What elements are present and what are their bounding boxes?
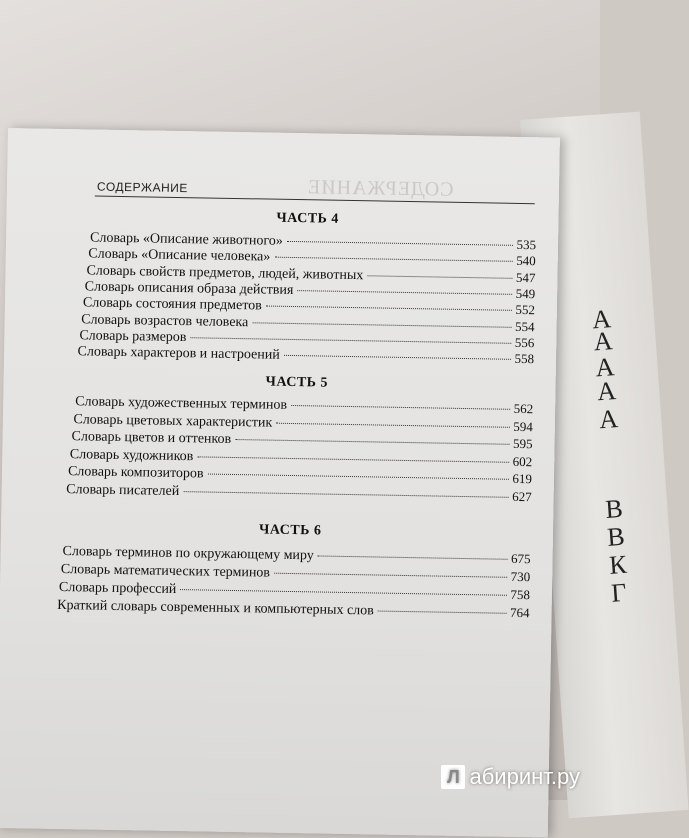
toc-entry-title: Словарь характеров и настроений [77,344,280,363]
toc-entry-title: Словарь терминов по окружающему миру [62,544,314,564]
adjacent-page-letter: А [594,352,616,383]
toc-entry-title: Словарь художественных терминов [75,394,288,413]
toc-entry-page: 552 [515,302,536,318]
toc-entry-title: Словарь композиторов [67,464,204,482]
toc-entry-page: 602 [512,453,533,469]
running-head: СОДЕРЖАНИЕ [96,179,188,196]
toc-entry-title: Словарь состояния предметов [82,295,262,314]
dot-leader [197,456,508,462]
toc-entry-title: Словарь описания образа действия [84,279,294,298]
part-heading: ЧАСТЬ 5 [265,374,329,391]
bleed-through-text: СОДЕРЖАНИЕ [306,176,454,201]
dot-leader [367,275,512,279]
dot-leader [378,611,506,614]
dot-leader [190,337,510,344]
toc-entry-page: 730 [510,568,531,585]
part-heading: ЧАСТЬ 6 [258,522,322,539]
toc-entry-title: Словарь возрастов человека [81,311,249,330]
adjacent-page-letter: В [604,493,624,524]
dot-leader [276,422,509,427]
toc-entry-title: Словарь свойств предметов, людей, животных [86,262,364,283]
toc-entry-title: Краткий словарь современных и компьютерных слов [57,597,374,619]
toc-entry-page: 556 [514,334,535,351]
toc-entry-title: Словарь математических терминов [60,561,271,581]
toc-entry-page: 554 [514,318,535,334]
toc-entry-page: 627 [512,488,532,505]
toc-entry-title: Словарь цветовых характеристик [73,411,273,431]
dot-leader [252,322,511,328]
dot-leader [291,405,510,410]
dot-leader [297,290,511,295]
adjacent-page-letter: А [598,403,619,435]
toc-entry-title: Словарь «Описание человека» [88,246,271,265]
toc-entry-page: 619 [512,471,533,487]
dot-leader [235,439,509,445]
toc-entry-page: 595 [512,436,533,452]
adjacent-page-letter: А [592,326,614,357]
adjacent-page-letter: А [596,376,617,407]
dot-leader [183,491,508,498]
part-heading: ЧАСТЬ 4 [276,210,339,227]
adjacent-page-letter: Г [610,577,628,608]
dot-leader [266,306,512,311]
toc-entry-page: 547 [515,269,536,285]
toc-entry-title: Словарь писателей [66,482,180,500]
toc-entry-title: Словарь художников [69,446,194,465]
adjacent-page-letter: В [606,521,626,552]
watermark-text: абиринт.ру [469,764,580,789]
toc-entry-page: 562 [513,400,534,417]
dot-leader [287,241,513,246]
dot-leader [318,555,507,559]
toc-entry-page: 758 [510,586,531,603]
toc-entry-page: 675 [510,550,531,567]
dot-leader [274,573,507,578]
labirint-logo-icon: Л [441,765,465,789]
dot-leader [274,257,512,262]
dot-leader [208,474,509,480]
toc-entry-title: Словарь «Описание животного» [89,230,283,249]
watermark [441,764,580,790]
dot-leader [180,589,506,596]
toc-entry-page: 558 [514,350,535,367]
toc-entry-page: 594 [513,418,534,434]
toc-entry-page: 540 [516,253,536,269]
toc-entry-page: 535 [516,236,537,253]
toc-entry-page: 549 [515,285,536,302]
dot-leader [284,355,511,360]
toc-entry-page: 764 [509,604,530,621]
adjacent-page-letter: К [608,549,628,580]
toc-entry-title: Словарь цветов и оттенков [71,429,232,448]
book-page [0,128,560,838]
toc-entry-title: Словарь профессий [58,579,177,598]
toc-entry-title: Словарь размеров [79,328,187,345]
adjacent-page-letter: А [591,304,612,335]
